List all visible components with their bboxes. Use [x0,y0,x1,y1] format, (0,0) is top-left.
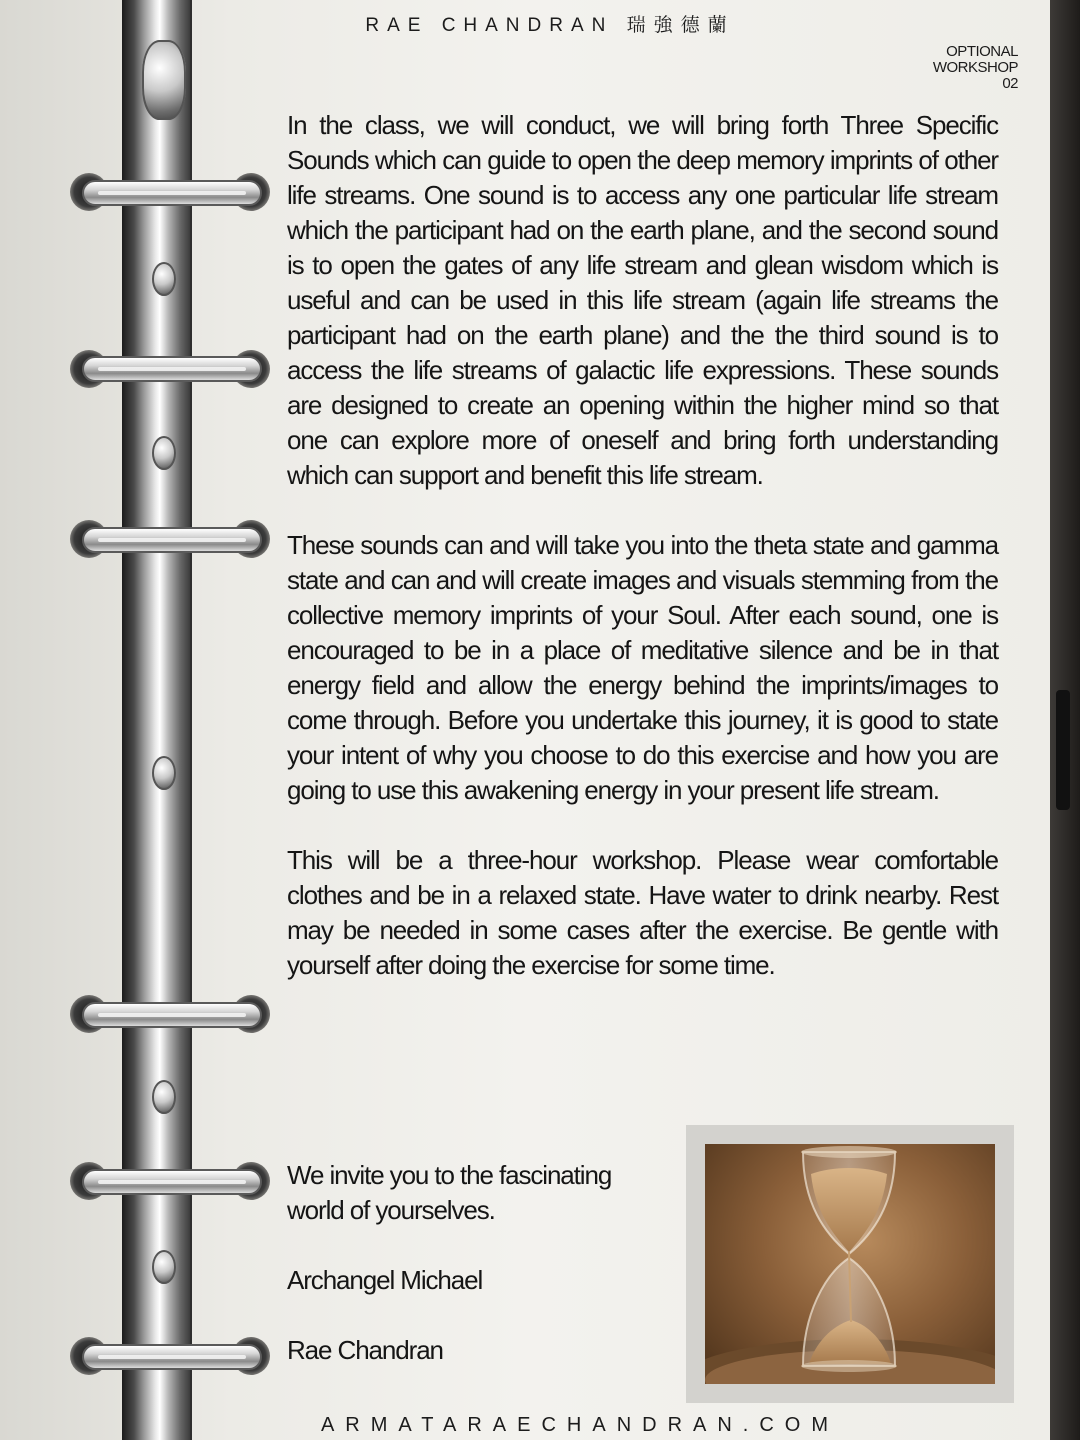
page-edge [1050,0,1080,1440]
signature-author: Rae Chandran [287,1335,443,1365]
binder-rivet [152,1250,176,1284]
closing-section [287,1158,667,1403]
hourglass-icon [705,1144,995,1384]
binder-rod [132,0,192,1440]
hourglass-photo [705,1144,995,1384]
workshop-description [287,108,998,1018]
binder-rivet-top [142,40,186,120]
binder-rivet [152,756,176,790]
invitation-text: We invite you to the fascinating world of yourselves. [287,1160,612,1225]
signature-archangel: Archangel Michael [287,1265,483,1295]
website-footer: ARMATARAECHANDRAN.COM [320,1414,840,1436]
photo-frame [686,1125,1014,1403]
binder-ring-1 [82,180,262,206]
workshop-tag-line: WORKSHOP [932,59,1018,76]
brand-header: RAE CHANDRAN 瑞強德蘭 [365,15,735,36]
binder-ring-5 [82,1169,262,1195]
paragraph-states: These sounds can and will take you into the theta state and gamma state and can and will create images and visuals stemming from the collective memory imprints of your Soul. After each sound, one is encouraged to be in a place of meditative silence and be in that energy field and allow the energy behind the imprints/images to come through. Before you undertake this journey, it is good to state your intent of why you choose to do this exercise and how you are going to use this awakening energy in your present life stream. [287,530,998,805]
binder-rivet [152,262,176,296]
paragraph-logistics: This will be a three-hour workshop. Please wear comfortable clothes and be in a relaxed state. Have water to drink nearby. Rest may be needed in some cases after the exercise. Be gentle with yourself after doing the exercise for some time. [287,845,998,980]
workshop-tag [933,44,1018,92]
workshop-tag-line: OPTIONAL [946,43,1018,60]
workshop-tag-number: 02 [1002,75,1018,92]
binder-ring-6 [82,1344,262,1370]
binder-rivet [152,1080,176,1114]
binder-ring-4 [82,1002,262,1028]
paragraph-sounds: In the class, we will conduct, we will bring forth Three Specific Sounds which can guide to open the deep memory imprints of other life streams. One sound is to access any one particular life stream which the participant had on the earth plane, and the second sound is to open the gates of any life stream and glean wisdom which is useful and can be used in this life stream (again life streams the participant had on the earth plane) and the the third sound is to access the life streams of galactic life expressions. These sounds are designed to create an opening within the higher mind so that one can explore more of oneself and bring forth understanding which can support and benefit this life stream. [287,110,998,490]
binder-ring-2 [82,356,262,382]
binder-rivet [152,436,176,470]
binder-ring-3 [82,527,262,553]
